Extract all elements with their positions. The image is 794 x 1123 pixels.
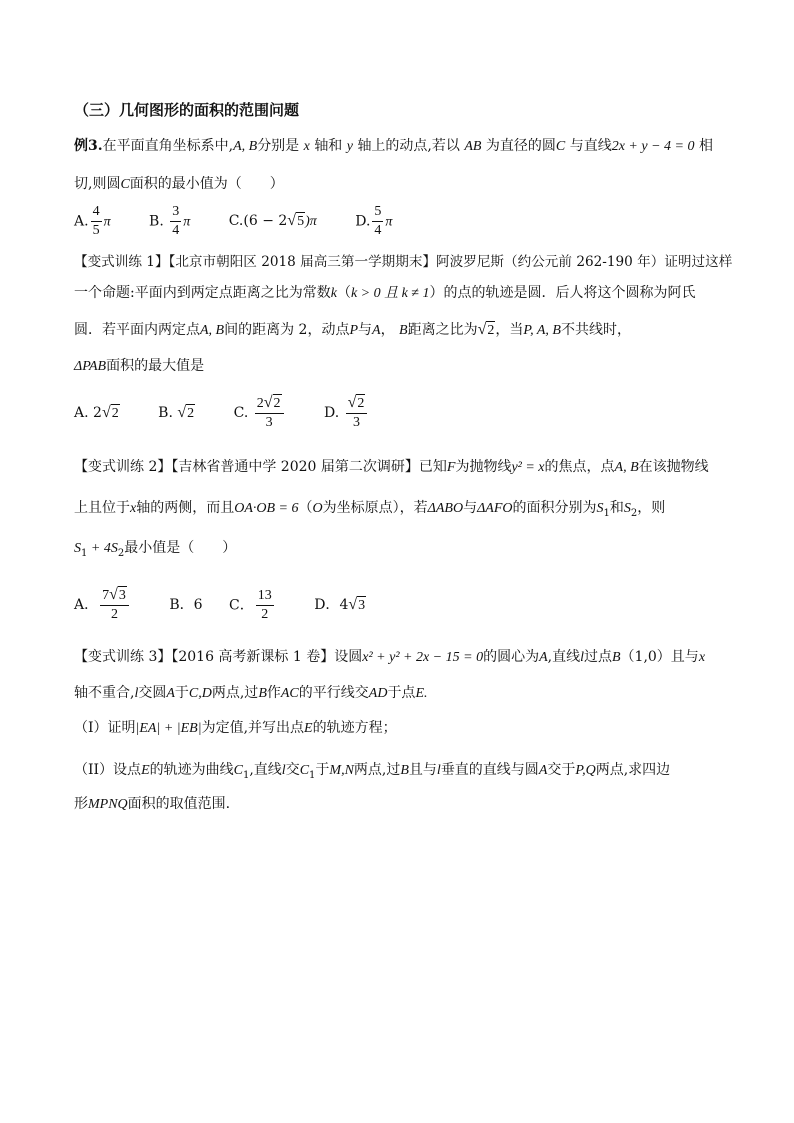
math: E <box>304 721 313 736</box>
math: B <box>399 323 408 338</box>
coefficient: 4 <box>339 597 349 613</box>
section-title: （三）几何图形的面积的范围问题 <box>74 101 300 119</box>
text: （ <box>336 285 351 301</box>
radicand: 2 <box>111 406 119 421</box>
coefficient: 2 <box>93 405 102 421</box>
text: （I）证明 <box>74 720 136 736</box>
variant-1-line-2 <box>74 283 696 304</box>
text: （1,0）且与 <box>620 649 699 665</box>
option-label: A. <box>74 405 89 421</box>
math: E. <box>415 686 428 701</box>
math: C <box>555 139 566 154</box>
text: 相 <box>698 138 713 154</box>
math: S <box>596 501 604 516</box>
math: k <box>330 286 337 301</box>
radicand: 2 <box>273 396 281 411</box>
math: x <box>303 139 310 154</box>
example-3-line-2 <box>74 174 284 195</box>
math: P <box>349 323 359 338</box>
math: AC <box>280 686 299 701</box>
denominator: 4 <box>374 223 382 238</box>
option-c[interactable] <box>229 587 276 624</box>
variant-1-line-3: 圆．若平面内两定点A, B间的距离为 2，动点P与A， B距离之比为 √ 2 ，当P, A, B不共线时， <box>74 321 631 338</box>
math: ΔAFO <box>477 501 513 516</box>
math: A <box>166 686 175 701</box>
math: F <box>446 460 456 475</box>
math: A, B <box>233 139 258 154</box>
math: P,Q <box>575 763 596 778</box>
text: 的平行线交 <box>298 685 369 701</box>
radicand: 2 <box>357 396 365 411</box>
math: C <box>299 763 310 778</box>
text: ）的点的轨迹是圆．后人将这个圆称为阿氏 <box>429 285 696 301</box>
text: 【变式训练 3】【2016 高考新课标 1 卷】设圆 <box>74 649 363 665</box>
coefficient: 7 <box>102 588 110 603</box>
text: 与 <box>358 322 373 338</box>
math: C,D <box>188 686 212 701</box>
example-3-options <box>74 203 426 240</box>
variant-1-line-4 <box>74 356 204 377</box>
math: B <box>258 686 267 701</box>
denominator: 3 <box>265 415 273 430</box>
text: 轴的两侧，而且 <box>136 500 235 516</box>
option-label: A. <box>74 213 89 230</box>
option-label: D. <box>323 405 340 421</box>
math: l <box>134 686 139 701</box>
radicand: 2 <box>487 323 495 338</box>
denominator: 4 <box>172 223 180 238</box>
option-b[interactable]: B. √ 2 <box>158 404 195 421</box>
text: 垂直的直线与圆 <box>440 762 539 778</box>
text: 分别是 <box>257 138 300 154</box>
math: MPNQ <box>88 797 128 812</box>
math: S <box>623 501 631 516</box>
math: l <box>580 650 584 665</box>
text: （ <box>298 500 313 516</box>
vector-expression: OA·OB = 6 <box>234 501 299 516</box>
coefficient: 2 <box>256 396 264 411</box>
text: 圆．若平面内两定点 <box>74 322 200 338</box>
math: (6 − 2 <box>243 213 288 229</box>
text: 间的距离为 2，动点 <box>224 322 350 338</box>
denominator: 3 <box>353 415 360 430</box>
text: 于点 <box>387 685 416 701</box>
pi: π <box>103 214 111 230</box>
equation: x² + y² + 2x − 15 = 0 <box>362 650 484 665</box>
math: l <box>281 763 286 778</box>
math: + 4S <box>87 541 118 556</box>
math: A <box>539 650 548 665</box>
variant-2-line-1 <box>74 457 709 478</box>
text: 轴上的动点,若以 <box>357 138 460 154</box>
option-c[interactable]: C.(6 − 2 √ 5 )π <box>228 212 317 229</box>
math: A, B <box>614 460 639 475</box>
denominator: 5 <box>92 223 100 238</box>
text: 的轨迹为曲线 <box>149 762 234 778</box>
math: )π <box>305 214 317 229</box>
radicand: 2 <box>187 406 195 421</box>
math: B <box>400 763 409 778</box>
numerator: 3 <box>170 203 181 222</box>
math: M,N <box>329 763 354 778</box>
text: 于 <box>174 685 189 701</box>
variant-2-line-3: $S_1 + 4S_2$最小值是（ ） <box>74 540 237 559</box>
math: A <box>372 323 381 338</box>
math: AD <box>368 686 388 701</box>
text: 为抛物线 <box>455 459 512 475</box>
text: 于 <box>315 762 330 778</box>
option-d[interactable]: D. √ 2 3 <box>324 394 369 432</box>
option-label: C. <box>228 213 244 229</box>
equation: 2x + y − 4 = 0 <box>611 139 695 154</box>
math: l <box>436 763 441 778</box>
variant-2-line-2: 上且位于x轴的两侧，而且OA·OB = 6（O为坐标原点），若ΔABO与ΔAFO的面积分别为$S_1$和$S_2$，则 <box>74 500 666 519</box>
option-label: D． <box>314 597 340 613</box>
math: A <box>538 763 548 778</box>
text: 的轨迹方程； <box>312 720 397 736</box>
text: （II）设点 <box>74 762 142 778</box>
text: 上且位于 <box>74 500 130 516</box>
text: 两点,过 <box>211 685 259 701</box>
example-3-line-1 <box>74 136 713 157</box>
text: 和 <box>609 500 624 516</box>
option-c[interactable]: C. 2 √ 2 3 <box>234 394 286 432</box>
text: 过点 <box>583 649 612 665</box>
math: ΔPAB <box>74 359 107 374</box>
text: 最小值是（ ） <box>124 540 237 556</box>
text: 两点,求四边 <box>595 762 671 778</box>
text: 交圆 <box>138 685 167 701</box>
text: 且与 <box>408 762 437 778</box>
variant-3-part-2-cont <box>74 794 230 815</box>
text: 为直径的圆 <box>485 138 556 154</box>
math: E <box>141 763 150 778</box>
variant-1-line-1: 【变式训练 1】【北京市朝阳区 2018 届高三第一学期期末】阿波罗尼斯（约公元前 262-190 年）证明过这样 <box>74 254 733 270</box>
option-d[interactable]: D．4 √ 3 <box>314 596 366 613</box>
denominator: 2 <box>111 607 119 622</box>
radicand: 3 <box>118 588 126 603</box>
text: ，则 <box>637 500 666 516</box>
variant-3-part-1 <box>74 718 397 739</box>
variant-3-line-1 <box>74 647 705 668</box>
option-a[interactable]: A. 2 √ 2 <box>74 404 119 421</box>
math: C <box>233 763 243 778</box>
text: ，当 <box>495 322 524 338</box>
text: 在平面直角坐标系中, <box>102 138 234 154</box>
math: |EA| + |EB| <box>135 721 202 736</box>
pi: π <box>183 214 191 230</box>
text: 与 <box>463 500 478 516</box>
text: 距离之比为 <box>407 322 478 338</box>
denominator: 2 <box>261 606 269 622</box>
text: 轴不重合, <box>74 685 135 701</box>
radicand: 3 <box>358 598 366 613</box>
option-label: A． <box>74 597 99 613</box>
text: 交于 <box>547 762 576 778</box>
value: 6 <box>193 597 203 613</box>
text: ,直线 <box>249 762 282 778</box>
math: k > 0 且 k ≠ 1 <box>350 286 430 301</box>
text: ， <box>380 322 395 338</box>
text: 轴和 <box>314 138 343 154</box>
math: y <box>346 139 353 154</box>
example-label: 例3. <box>74 138 103 154</box>
numerator: 4 <box>91 203 102 222</box>
text: 面积的最小值为（ ） <box>129 176 284 192</box>
option-label: B. <box>149 213 164 230</box>
math: S <box>74 541 81 556</box>
text: 与直线 <box>569 138 612 154</box>
text: 一个命题:平面内到两定点距离之比为常数 <box>74 285 331 301</box>
option-b[interactable] <box>169 595 202 615</box>
variant-3-part-2: （II）设点E的轨迹为曲线$C_1$,直线l交$C_1$于M,N两点,过B且与l垂直的直线与圆A交于P,Q两点,求四边 <box>74 762 671 781</box>
text: 作 <box>266 685 281 701</box>
text: ,直线 <box>547 649 581 665</box>
math: x <box>698 650 706 665</box>
option-label: C． <box>229 597 254 613</box>
numerator: 5 <box>372 203 383 222</box>
math: x <box>130 501 137 516</box>
text: 交 <box>285 762 300 778</box>
option-b[interactable] <box>149 203 190 240</box>
text: 【变式训练 2】【吉林省普通中学 2020 届第二次调研】已知 <box>74 459 447 475</box>
math: AB <box>464 139 482 154</box>
radicand: 5 <box>297 214 305 229</box>
option-a[interactable]: A． 7 √ 3 2 <box>74 586 131 624</box>
numerator: 13 <box>256 587 274 606</box>
text: 不共线时， <box>561 322 631 338</box>
math: A, B <box>200 323 225 338</box>
option-label: D. <box>355 213 371 230</box>
text: 在该抛物线 <box>638 459 709 475</box>
text: 的面积分别为 <box>512 500 597 516</box>
option-d[interactable] <box>355 203 392 240</box>
text: 为坐标原点），若 <box>322 500 428 516</box>
text: 切,则圆 <box>74 176 121 192</box>
math: O <box>312 501 323 516</box>
variant-3-line-2 <box>74 683 428 704</box>
text: 两点,过 <box>353 762 401 778</box>
option-label: B. <box>158 405 173 421</box>
pi: π <box>385 214 393 230</box>
math: P, A, B <box>523 323 561 338</box>
option-label: C. <box>233 405 249 421</box>
option-a[interactable] <box>74 203 111 240</box>
text: 形 <box>74 796 88 812</box>
variant-1-options <box>74 394 403 432</box>
text: 为定值,并写出点 <box>201 720 305 736</box>
equation: y² = x <box>511 460 545 475</box>
text: 面积的最大值是 <box>106 358 205 374</box>
math: ΔABO <box>427 501 464 516</box>
text: 面积的取值范围. <box>127 796 231 812</box>
variant-2-options <box>74 586 400 624</box>
text: 的焦点，点 <box>544 459 615 475</box>
math: C <box>120 177 130 192</box>
text: 的圆心为 <box>483 649 540 665</box>
math: B <box>611 650 621 665</box>
option-label: B． <box>169 597 194 613</box>
